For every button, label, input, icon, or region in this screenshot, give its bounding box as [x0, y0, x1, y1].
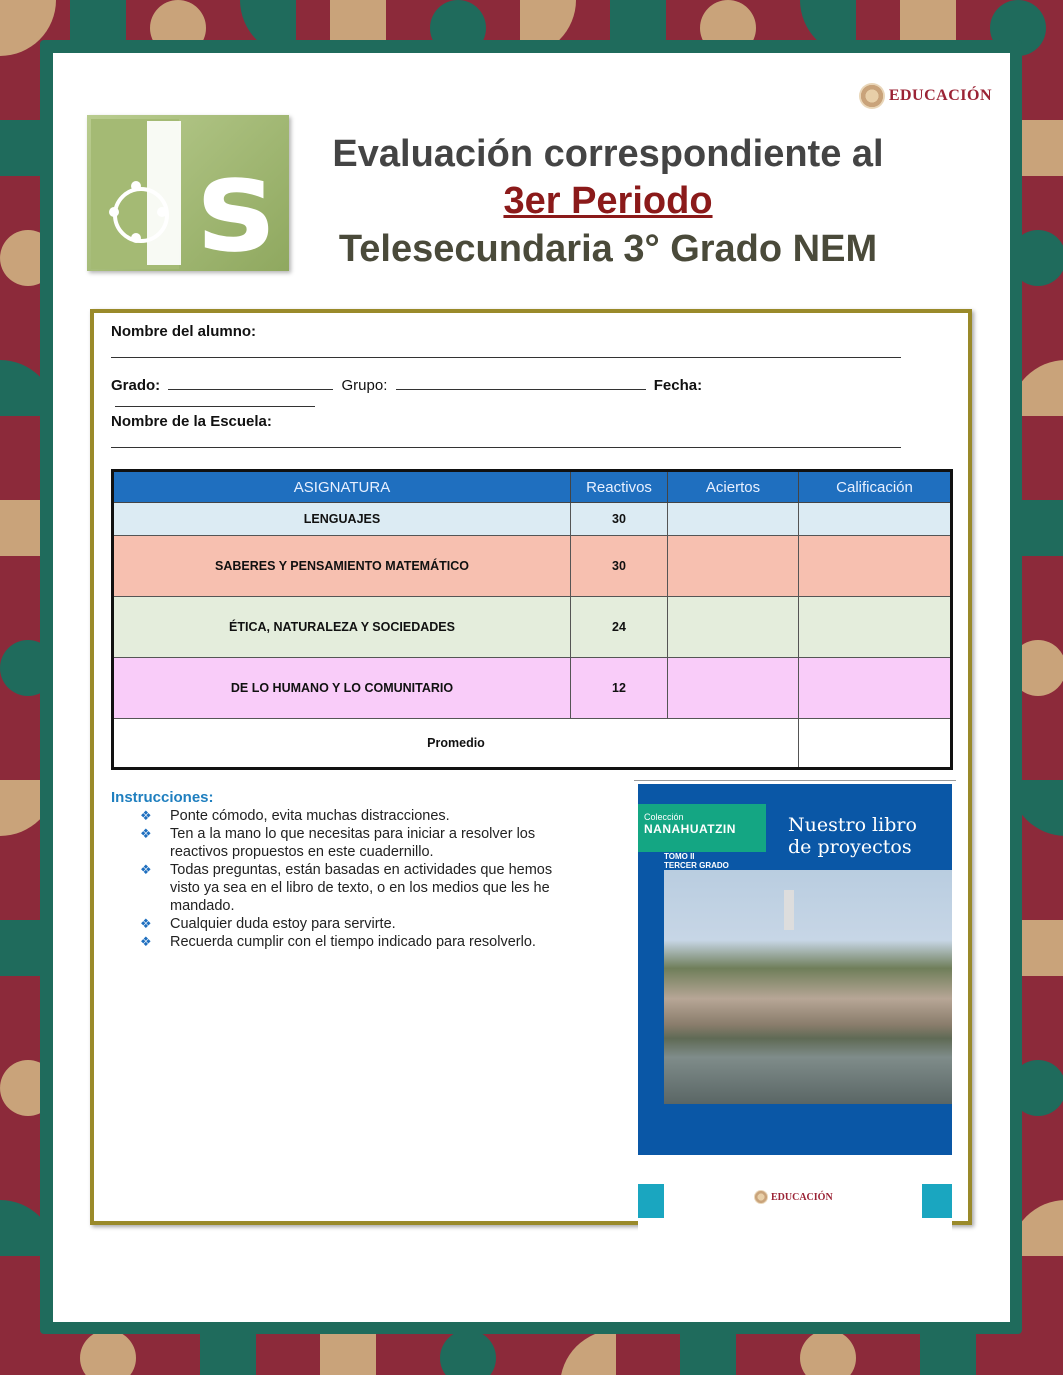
- cyan-block-left: [638, 1184, 664, 1218]
- diamond-bullet-icon: ❖: [140, 862, 152, 877]
- book-top-rule: [634, 780, 956, 781]
- subject-cell: SABERES Y PENSAMIENTO MATEMÁTICO: [113, 536, 571, 597]
- average-row: [113, 719, 952, 769]
- book-volume-info: [664, 852, 729, 870]
- grado-field[interactable]: [168, 389, 333, 390]
- diamond-bullet-icon: ❖: [140, 808, 152, 823]
- aciertos-cell[interactable]: [668, 597, 799, 658]
- book-title-line-1: Nuestro libro: [788, 814, 917, 836]
- pattern-tile: [440, 1330, 496, 1375]
- pattern-tile: [80, 1330, 136, 1375]
- student-form-box: [90, 309, 972, 1225]
- student-name-line[interactable]: [111, 357, 901, 358]
- title-line-1: Evaluación correspondiente al: [332, 133, 884, 175]
- educacion-logo: [859, 83, 992, 109]
- list-item: [140, 825, 580, 861]
- grupo-label: Grupo:: [341, 377, 388, 394]
- island-photo: [664, 870, 952, 1104]
- seal-icon: [754, 1190, 768, 1204]
- pattern-tile: [560, 1330, 616, 1375]
- instructions-title: Instrucciones:: [111, 789, 214, 806]
- reactivos-cell: 12: [571, 658, 668, 719]
- header-aciertos: Aciertos: [668, 471, 799, 503]
- grado-label: Grado:: [111, 377, 161, 394]
- educacion-logo-text: EDUCACIÓN: [888, 87, 992, 104]
- instructions-list: [140, 807, 580, 951]
- list-item: [140, 861, 580, 915]
- book-edu-text: EDUCACIÓN: [771, 1191, 833, 1203]
- collection-name: NANAHUATZIN: [644, 822, 736, 836]
- aciertos-cell[interactable]: [668, 536, 799, 597]
- aciertos-cell[interactable]: [668, 503, 799, 536]
- title-block: [283, 131, 933, 273]
- fecha-field[interactable]: [115, 406, 315, 407]
- book-title: [788, 814, 917, 858]
- logo-s-letter: s: [197, 129, 275, 281]
- school-name-label: Nombre de la Escuela:: [111, 413, 272, 430]
- instruction-text: Recuerda cumplir con el tiempo indicado para resolverlo.: [170, 934, 536, 950]
- grade-label: TERCER GRADO: [664, 861, 729, 870]
- calificacion-cell[interactable]: [799, 597, 952, 658]
- list-item: [140, 915, 580, 933]
- instruction-text: Ponte cómodo, evita muchas distracciones.: [170, 808, 450, 824]
- table-row: [113, 503, 952, 536]
- diamond-bullet-icon: ❖: [140, 916, 152, 931]
- seal-icon: [859, 83, 885, 109]
- grades-table: [111, 469, 953, 770]
- book-cover-image: [638, 784, 952, 1164]
- monument: [784, 890, 794, 930]
- coleccion-label: Colección: [644, 812, 684, 822]
- cyan-block-right: [922, 1184, 952, 1218]
- grade-title: Telesecundaria 3° Grado NEM: [338, 228, 878, 270]
- reactivos-cell: 30: [571, 536, 668, 597]
- pattern-tile: [800, 1330, 856, 1375]
- period-title: 3er Periodo: [503, 180, 713, 222]
- grupo-field[interactable]: [396, 389, 646, 390]
- subject-cell: LENGUAJES: [113, 503, 571, 536]
- book-title-line-2: de proyectos: [788, 836, 912, 858]
- aciertos-cell[interactable]: [668, 658, 799, 719]
- list-item: [140, 807, 580, 825]
- table-row: [113, 536, 952, 597]
- list-item: [140, 933, 580, 951]
- diamond-bullet-icon: ❖: [140, 934, 152, 949]
- calificacion-cell[interactable]: [799, 536, 952, 597]
- logo-node: [157, 207, 167, 217]
- book-educacion-logo: [754, 1190, 833, 1204]
- pattern-tile: [200, 1330, 256, 1375]
- header-reactivos: Reactivos: [571, 471, 668, 503]
- reactivos-cell: 30: [571, 503, 668, 536]
- fecha-label: Fecha:: [653, 377, 703, 394]
- table-header-row: [113, 471, 952, 503]
- header-calificacion: Calificación: [799, 471, 952, 503]
- pattern-tile: [920, 1330, 976, 1375]
- telesecundaria-logo: [87, 115, 289, 281]
- average-cell[interactable]: [799, 719, 952, 769]
- pattern-tile: [320, 1330, 376, 1375]
- instruction-text: Todas preguntas, están basadas en actividades que hemos visto ya sea en el libro de texto, o en los medios que les he mandado.: [170, 862, 553, 914]
- instruction-text: Cualquier duda estoy para servirte.: [170, 916, 396, 932]
- subject-cell: ÉTICA, NATURALEZA Y SOCIEDADES: [113, 597, 571, 658]
- logo-node: [131, 181, 141, 191]
- logo-node: [131, 233, 141, 243]
- grado-grupo-fecha-row: [111, 377, 901, 411]
- average-label: Promedio: [113, 719, 799, 769]
- instruction-text: Ten a la mano lo que necesitas para iniciar a resolver los reactivos propuestos en este cuadernillo.: [170, 826, 536, 860]
- document-page: [53, 53, 1010, 1322]
- header-asignatura: ASIGNATURA: [113, 471, 571, 503]
- subject-cell: DE LO HUMANO Y LO COMUNITARIO: [113, 658, 571, 719]
- calificacion-cell[interactable]: [799, 658, 952, 719]
- school-name-line[interactable]: [111, 447, 901, 448]
- table-row: [113, 658, 952, 719]
- tomo-label: TOMO II: [664, 852, 695, 861]
- table-row: [113, 597, 952, 658]
- reactivos-cell: 24: [571, 597, 668, 658]
- pattern-tile: [680, 1330, 736, 1375]
- logo-node: [109, 207, 119, 217]
- calificacion-cell[interactable]: [799, 503, 952, 536]
- diamond-bullet-icon: ❖: [140, 826, 152, 841]
- student-name-label: Nombre del alumno:: [111, 323, 257, 340]
